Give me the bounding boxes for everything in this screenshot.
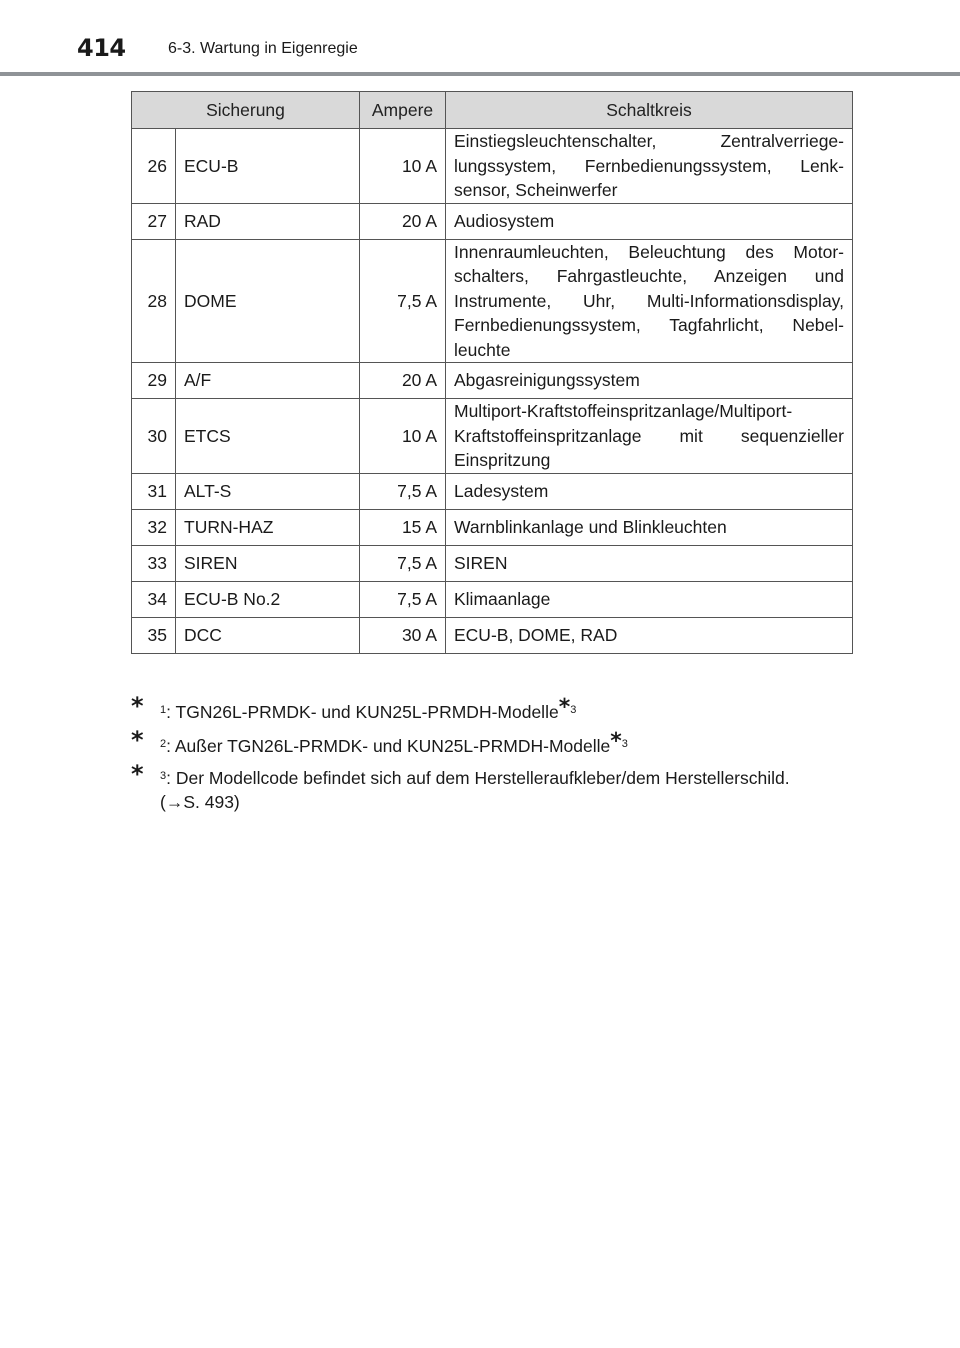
table-row [132,545,853,581]
footnote-ref-index: 3 [621,738,628,750]
fuse-circuit: Innenraumleuchten, Beleuchtung des Motor-schalters, Fahrgastleuchte, Anzeigen und Instrumente, Uhr, Multi-Informationsdisplay, Fernbedienungssystem, Tagfahrlicht, Nebel-leuchte [446,239,853,363]
page-reference-link[interactable]: (→S. 493) [160,792,240,812]
fuse-ampere: 7,5 A [360,473,446,509]
fuse-circuit: Audiosystem [446,203,853,239]
fuse-number: 32 [132,509,176,545]
footnote-text: : TGN26L-PRMDK- und KUN25L-PRMDH-Modelle [166,702,559,722]
table-row [132,129,853,204]
fuse-ampere: 7,5 A [360,581,446,617]
chapter-title: 6-3. Wartung in Eigenregie [168,40,358,57]
fuse-ampere: 15 A [360,509,446,545]
fuse-number: 26 [132,129,176,204]
fuse-circuit: Abgasreinigungssystem [446,363,853,399]
table-row [132,239,853,363]
table-row [132,509,853,545]
table-header-row [132,92,853,129]
fuse-number: 31 [132,473,176,509]
fuse-ampere: 10 A [360,129,446,204]
footnote-3 [131,760,851,814]
fuse-circuit: ECU-B, DOME, RAD [446,617,853,653]
fuse-name: TURN-HAZ [176,509,360,545]
fuse-number: 29 [132,363,176,399]
footnote-index: 2 [160,738,167,750]
fuse-name: DOME [176,239,360,363]
table-row [132,473,853,509]
table-row [132,399,853,474]
footnote-marker: * [131,692,144,720]
fuse-name: ECU-B [176,129,360,204]
fuse-number: 28 [132,239,176,363]
fuse-circuit: Multiport-Kraftstoffeinspritzanlage/Multiport-Kraftstoffeinspritzanlage mit sequenzieller Einspritzung [446,399,853,474]
page-header [0,0,960,78]
table-row [132,203,853,239]
column-header-circuit: Schaltkreis [446,92,853,129]
page-number: 414 [77,34,126,62]
column-header-ampere: Ampere [360,92,446,129]
footnote-index: 1 [160,704,167,716]
fuse-name: ETCS [176,399,360,474]
table-row [132,363,853,399]
fuse-name: SIREN [176,545,360,581]
fuse-circuit: Klimaanlage [446,581,853,617]
fuse-number: 30 [132,399,176,474]
fuse-ampere: 30 A [360,617,446,653]
footnote-marker: * [131,760,144,788]
footnote-index: 3 [160,770,167,782]
fuse-table [131,91,853,654]
fuse-ampere: 7,5 A [360,239,446,363]
fuse-number: 35 [132,617,176,653]
fuse-name: ALT-S [176,473,360,509]
fuse-ampere: 20 A [360,363,446,399]
footnote-text: : Außer TGN26L-PRMDK- und KUN25L-PRMDH-Modelle [166,736,611,756]
fuse-name: ECU-B No.2 [176,581,360,617]
footnote-ref-index: 3 [570,704,577,716]
fuse-name: RAD [176,203,360,239]
footnote-text: : Der Modellcode befindet sich auf dem Herstelleraufkleber/dem Herstellerschild. [166,768,790,788]
fuse-circuit: Einstiegsleuchtenschalter, Zentralverriege-lungssystem, Fernbedienungssystem, Lenk-sensor, Scheinwerfer [446,129,853,204]
fuse-number: 27 [132,203,176,239]
footnote-marker: * [131,726,144,754]
table-row [132,617,853,653]
fuse-number: 34 [132,581,176,617]
fuse-circuit: SIREN [446,545,853,581]
fuse-ampere: 20 A [360,203,446,239]
fuse-number: 33 [132,545,176,581]
footnote-ref-marker: * [610,729,622,754]
fuse-circuit: Ladesystem [446,473,853,509]
fuse-name: DCC [176,617,360,653]
footnote-2 [131,726,851,758]
fuse-ampere: 10 A [360,399,446,474]
column-header-fuse: Sicherung [132,92,360,129]
footnote-1 [131,692,851,724]
fuse-name: A/F [176,363,360,399]
fuse-ampere: 7,5 A [360,545,446,581]
footnote-ref-marker: * [558,695,571,720]
fuse-circuit: Warnblinkanlage und Blinkleuchten [446,509,853,545]
table-row [132,581,853,617]
header-divider [0,72,960,76]
footnotes [131,692,851,820]
